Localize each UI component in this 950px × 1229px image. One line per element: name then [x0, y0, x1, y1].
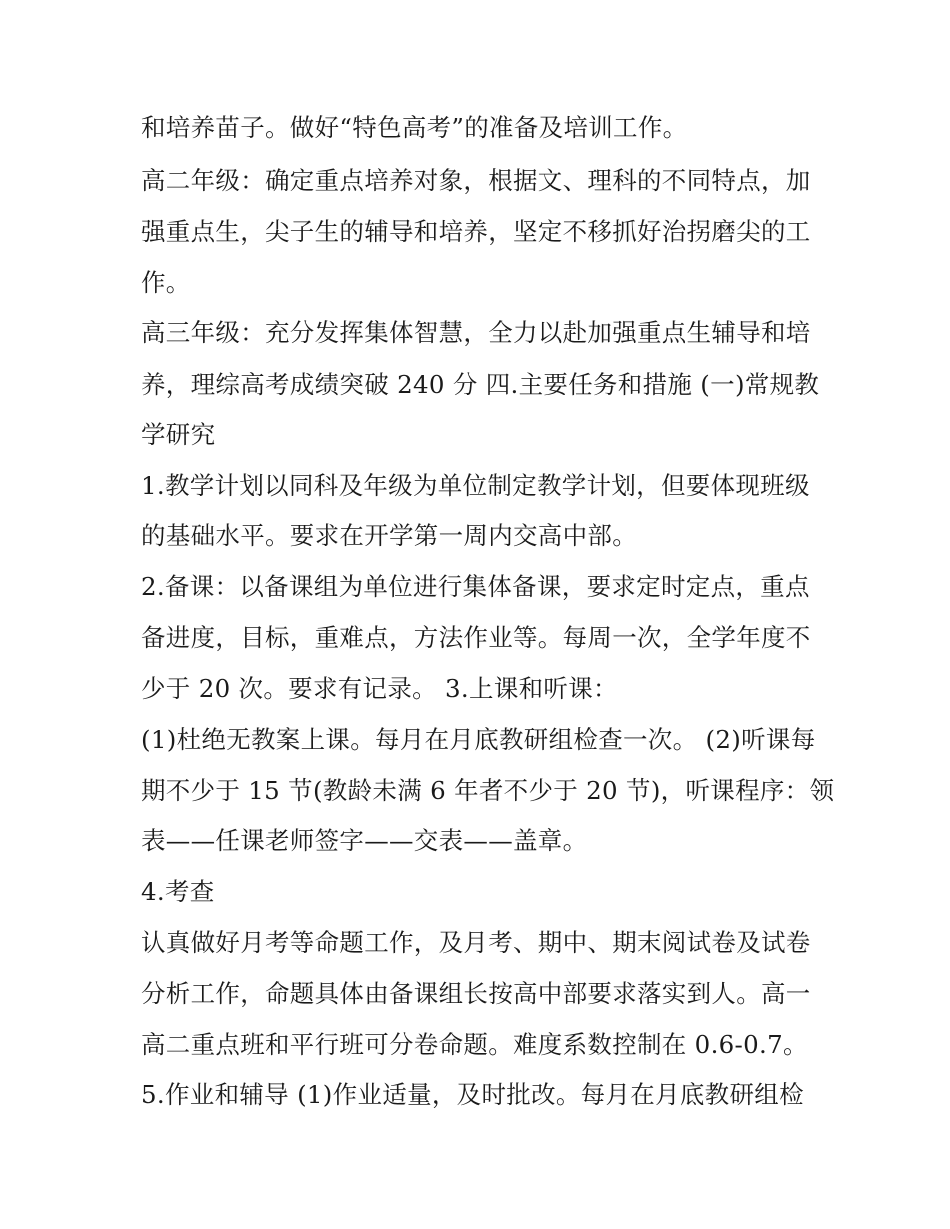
text-line: 和培养苗子。做好“特色高考”的准备及培训工作。: [141, 113, 688, 142]
text-line: 期不少于 15 节(教龄未满 6 年者不少于 20 节)，听课程序：领: [141, 776, 835, 805]
text-line: 作。: [141, 268, 191, 297]
text-line: 养，理综高考成绩突破 240 分 四.主要任务和措施 (一)常规教: [141, 370, 820, 399]
text-line: 强重点生，尖子生的辅导和培养，坚定不移抓好治拐磨尖的工: [141, 217, 811, 246]
text-line: 认真做好月考等命题工作，及月考、期中、期末阅试卷及试卷: [141, 928, 811, 957]
text-line: 的基础水平。要求在开学第一周内交高中部。: [141, 521, 637, 550]
text-line: 分析工作，命题具体由备课组长按高中部要求落实到人。高一: [141, 979, 811, 1008]
text-line: 少于 20 次。要求有记录。 3.上课和听课：: [141, 674, 618, 703]
text-line: 高三年级：充分发挥集体智慧，全力以赴加强重点生辅导和培: [141, 318, 811, 347]
text-line: 2.备课：以备课组为单位进行集体备课，要求定时定点，重点: [141, 572, 810, 601]
text-line: 备进度，目标，重难点，方法作业等。每周一次，全学年度不: [141, 623, 811, 652]
text-line: 5.作业和辅导 (1)作业适量，及时批改。每月在月底教研组检: [141, 1080, 804, 1109]
text-line: 4.考查: [141, 877, 215, 906]
text-line: 高二年级：确定重点培养对象，根据文、理科的不同特点，加: [141, 166, 811, 195]
text-line: 高二重点班和平行班可分卷命题。难度系数控制在 0.6-0.7。: [141, 1030, 808, 1059]
text-line: 学研究: [141, 420, 216, 449]
text-line: 表——任课老师签字——交表——盖章。: [141, 826, 588, 855]
text-line: 1.教学计划以同科及年级为单位制定教学计划，但要体现班级: [141, 471, 810, 500]
text-line: (1)杜绝无教案上课。每月在月底教研组检查一次。 (2)听课每: [141, 725, 816, 754]
